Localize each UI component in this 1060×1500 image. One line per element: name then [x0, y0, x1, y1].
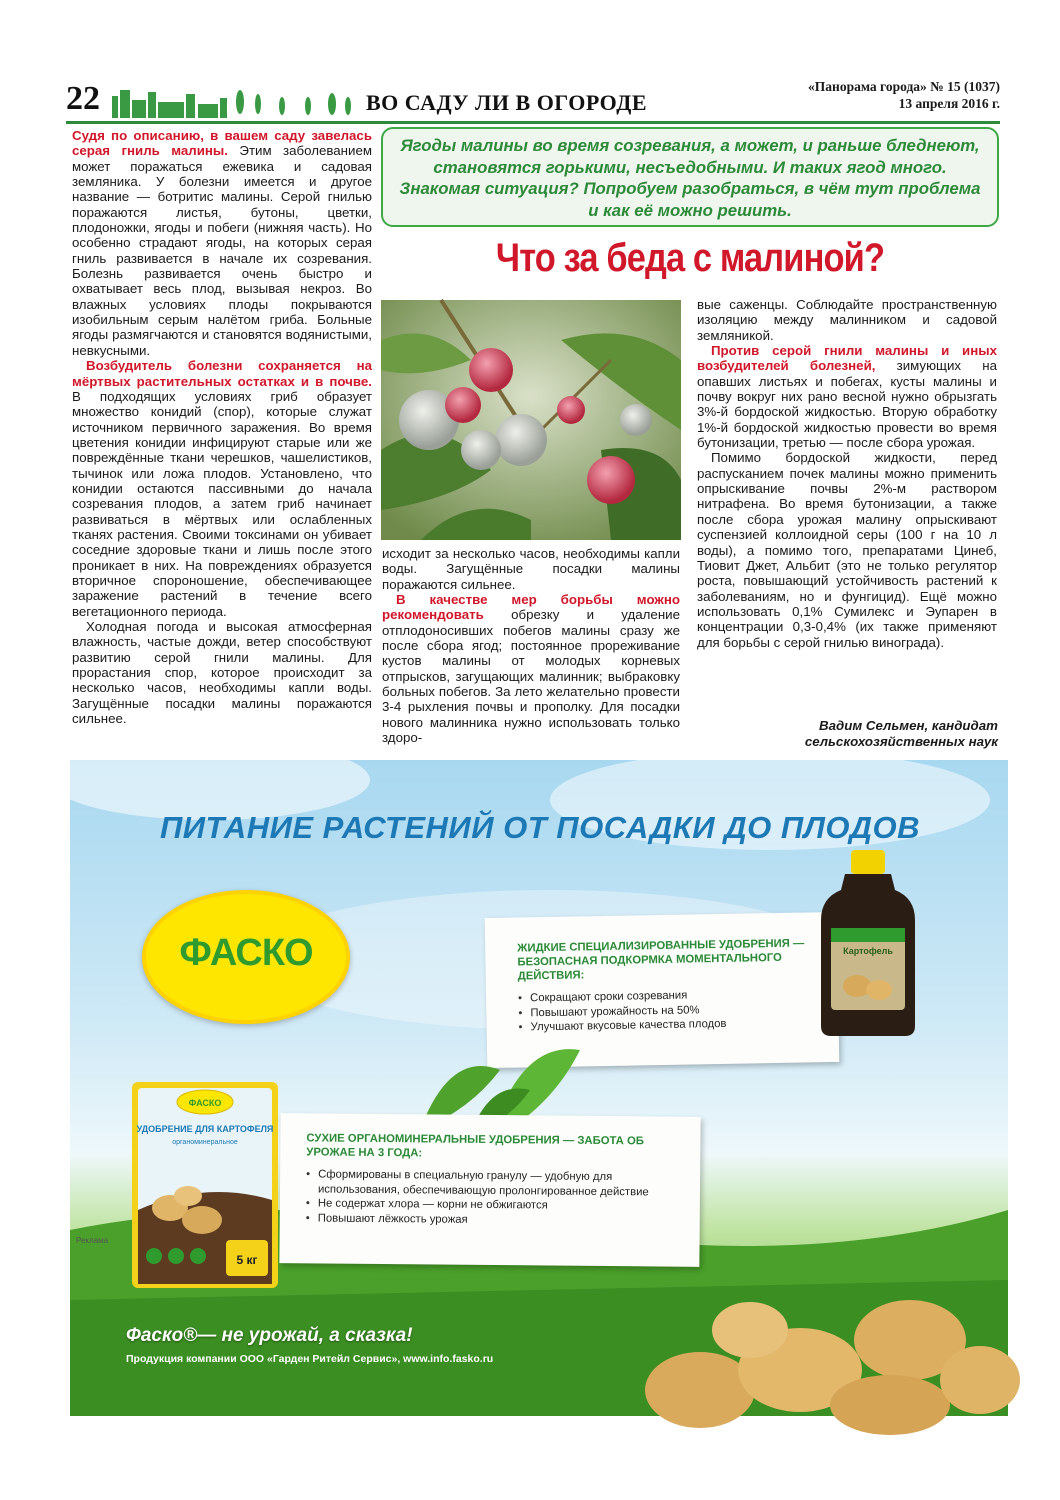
dry-fertilizer-panel: [279, 1113, 700, 1267]
raspberry-photo: [381, 300, 681, 540]
article-headline: Что за беда с малиной?: [495, 236, 885, 280]
fertilizer-bottle-image: [815, 850, 921, 1036]
article-byline: [805, 718, 998, 750]
potatoes-image: [640, 1280, 1010, 1420]
bottle-label: Картофель: [843, 946, 893, 956]
list-item: • Повышают лёжкость урожая: [306, 1211, 686, 1229]
fasko-logo: [142, 890, 350, 1024]
paragraph-1: [72, 128, 372, 358]
paragraph-4-continued: вые саженцы. Соблюдайте пространственную изоляцию между малинником и садовой земляникой.: [697, 297, 997, 343]
ad-disclaimer: Реклама: [76, 1236, 109, 1245]
paragraph-5-text: зимующих на опавших листьях и побегах, кусты малины и почву вокруг них рано весной нужно обрызгать 3%-й бордоской жидкостью. Вторую обработку 1%-й бордоской жидкостью провести во время бутонизации, третью — после сбора урожая.: [697, 358, 997, 451]
dry-panel-title: СУХИЕ ОРГАНОМИНЕРАЛЬНЫЕ УДОБРЕНИЯ — ЗАБОТА ОБ УРОЖАЕ НА 3 ГОДА:: [306, 1132, 644, 1160]
page-header: [66, 78, 1000, 122]
paragraph-1-text: Этим заболеванием может поражаться ежевика и садовая земляника. У болезни имеется и другое название — ботритис малины. Серой гнилью поражаются листья, бутоны, цветки, плодоножки, ягоды и побеги (нижняя часть). Но особенно страдают ягоды, на которых серая гниль развивается в начале их созревания. Болезнь развивается очень быстро и охватывает весь плод, вызывая некроз. Во влажных условиях плоды покрываются изобильным серым налётом гриба. Больные ягоды размягчаются и становятся водянистыми, невкусными.: [72, 143, 372, 358]
byline-title: сельскохозяйственных наук: [804, 734, 998, 749]
article-column-1: [72, 128, 372, 727]
rubric-title: ВО САДУ ЛИ В ОГОРОДЕ: [366, 90, 648, 115]
byline-name: Вадим Сельмен, кандидат: [819, 718, 998, 733]
issue-info: [808, 78, 1000, 112]
list-item: • Улучшают вкусовые качества плодов: [519, 1015, 819, 1035]
paragraph-3-text: Холодная погода и высокая атмосферная влажность, частые дожди, ветер способствуют развитию серой гнили малины. Для прорастания спор, которое происходит за несколько часов, необходимы капли воды. Загущённые посадки малины поражаются сильнее.: [72, 619, 372, 727]
dry-benefits-list: [306, 1167, 686, 1228]
paragraph-5: [697, 343, 997, 450]
header-rule: [66, 121, 1000, 124]
issue-line: «Панорама города» № 15 (1037): [808, 79, 1000, 94]
paragraph-6: Помимо бордоской жидкости, перед распусканием почек малины можно применить опрыскивание почвы 2%-м раствором нитрафена. Во время бутонизации, а также после сбора урожая малину опрыскивают суспензией коллоидной серы (100 г на 10 л воды), а помимо того, препаратами Цинеб, Тиовит Джет, Альбит (это не только регулятор роста, повышающий устойчивость растений к заболеваниям, но и фунгицид). Ещё можно использовать 0,1% Сумилекс и Эупарен в концентрации 0,3-0,4% (их также применяют для борьбы с серой гнилью винограда).: [697, 450, 997, 650]
ad-company: Продукция компании ООО «Гарден Ритейл Сервис», www.info.fasko.ru: [126, 1353, 494, 1365]
ad-headline: ПИТАНИЕ РАСТЕНИЙ ОТ ПОСАДКИ ДО ПЛОДОВ: [159, 810, 921, 845]
list-item: • Повышают урожайность на 50%: [518, 1001, 818, 1021]
paragraph-2: [72, 358, 372, 619]
bag-brand: ФАСКО: [188, 1098, 222, 1108]
list-item: • Сокращают сроки созревания: [518, 986, 818, 1006]
paragraph-4-text: обрезку и удаление отплодоносивших побегов малины сразу же после сбора ягод; постоянное прореживание кустов малины от молодых корневых отпрысков, загущающих малинник; выбраковку больных побегов. За лето желательно провести 3-4 рыхления почвы и прополку. Для посадки нового малинника нужно использовать только здоро-: [382, 607, 680, 746]
ad-slogan: Фаско®— не урожай, а сказка!: [126, 1325, 413, 1346]
issue-date: 13 апреля 2016 г.: [898, 96, 1000, 111]
intro-box: [381, 127, 999, 227]
intro-text: Ягоды малины во время созревания, а может, и раньше бледнеют, становятся горькими, несъедобными. И таких ягод много. Знакомая ситуация? Попробуем разобраться, в чём тут проблема и как её можно решить.: [399, 136, 981, 220]
list-item: • Не содержат хлора — корни не обжигаются: [306, 1196, 686, 1214]
article-column-3: [697, 297, 997, 650]
paragraph-5-lead: Против серой гнили малины и иных возбудителей болезней,: [697, 343, 997, 374]
paragraph-2-lead: Возбудитель болезни сохраняется на мёртвых растительных остатках и в почве.: [72, 358, 372, 389]
logo-text: ФАСКО: [179, 932, 313, 974]
page-number: 22: [66, 80, 100, 117]
bag-subtitle: органоминеральное: [172, 1139, 238, 1146]
bag-title: УДОБРЕНИЕ ДЛЯ КАРТОФЕЛЯ: [136, 1124, 274, 1134]
liquid-benefits-list: [518, 986, 819, 1035]
paragraph-4-lead: В качестве мер борьбы можно рекомендовать: [382, 592, 680, 623]
bag-weight: 5 кг: [236, 1253, 258, 1267]
paragraph-1-lead: Судя по описанию, в вашем саду завелась серая гниль малины.: [72, 128, 372, 159]
advertisement: [70, 760, 1008, 1416]
list-item: • Сформированы в специальную гранулу — удобную для использования, обеспечивающую пролонгированное действие: [306, 1167, 686, 1199]
paragraph-2-text: В подходящих условиях гриб образует множество конидий (спор), которые служат источником первичного заражения. Во время цветения конидии инфицируют старые или же повреждённые ткани черешков, чашелистиков, тычинок или ложа плодов. Установлено, что конидии остаются пассивными до начала созревания плодов, а затем гриб начинает развиваться в мёртвых или ослабленных тканях растения. Своими токсинами он убивает соседние здоровые ткани и лишь после этого проникает в них. На повреждениях образуется вторичное спороношение, обеспечивающее заражение растений в течение всего вегетационного периода.: [72, 388, 372, 619]
liquid-panel-title: ЖИДКИЕ СПЕЦИАЛИЗИРОВАННЫЕ УДОБРЕНИЯ — БЕЗОПАСНАЯ ПОДКОРМКА МОМЕНТАЛЬНОГО ДЕЙСТВИЯ:: [517, 937, 805, 983]
article-column-2: [382, 546, 680, 745]
fertilizer-bag-image: [130, 1080, 280, 1290]
paragraph-4: [382, 592, 680, 745]
paragraph-3: [72, 619, 372, 727]
paragraph-3-continued: исходит за несколько часов, необходимы капли воды. Загущённые посадки малины поражаются сильнее.: [382, 546, 680, 592]
